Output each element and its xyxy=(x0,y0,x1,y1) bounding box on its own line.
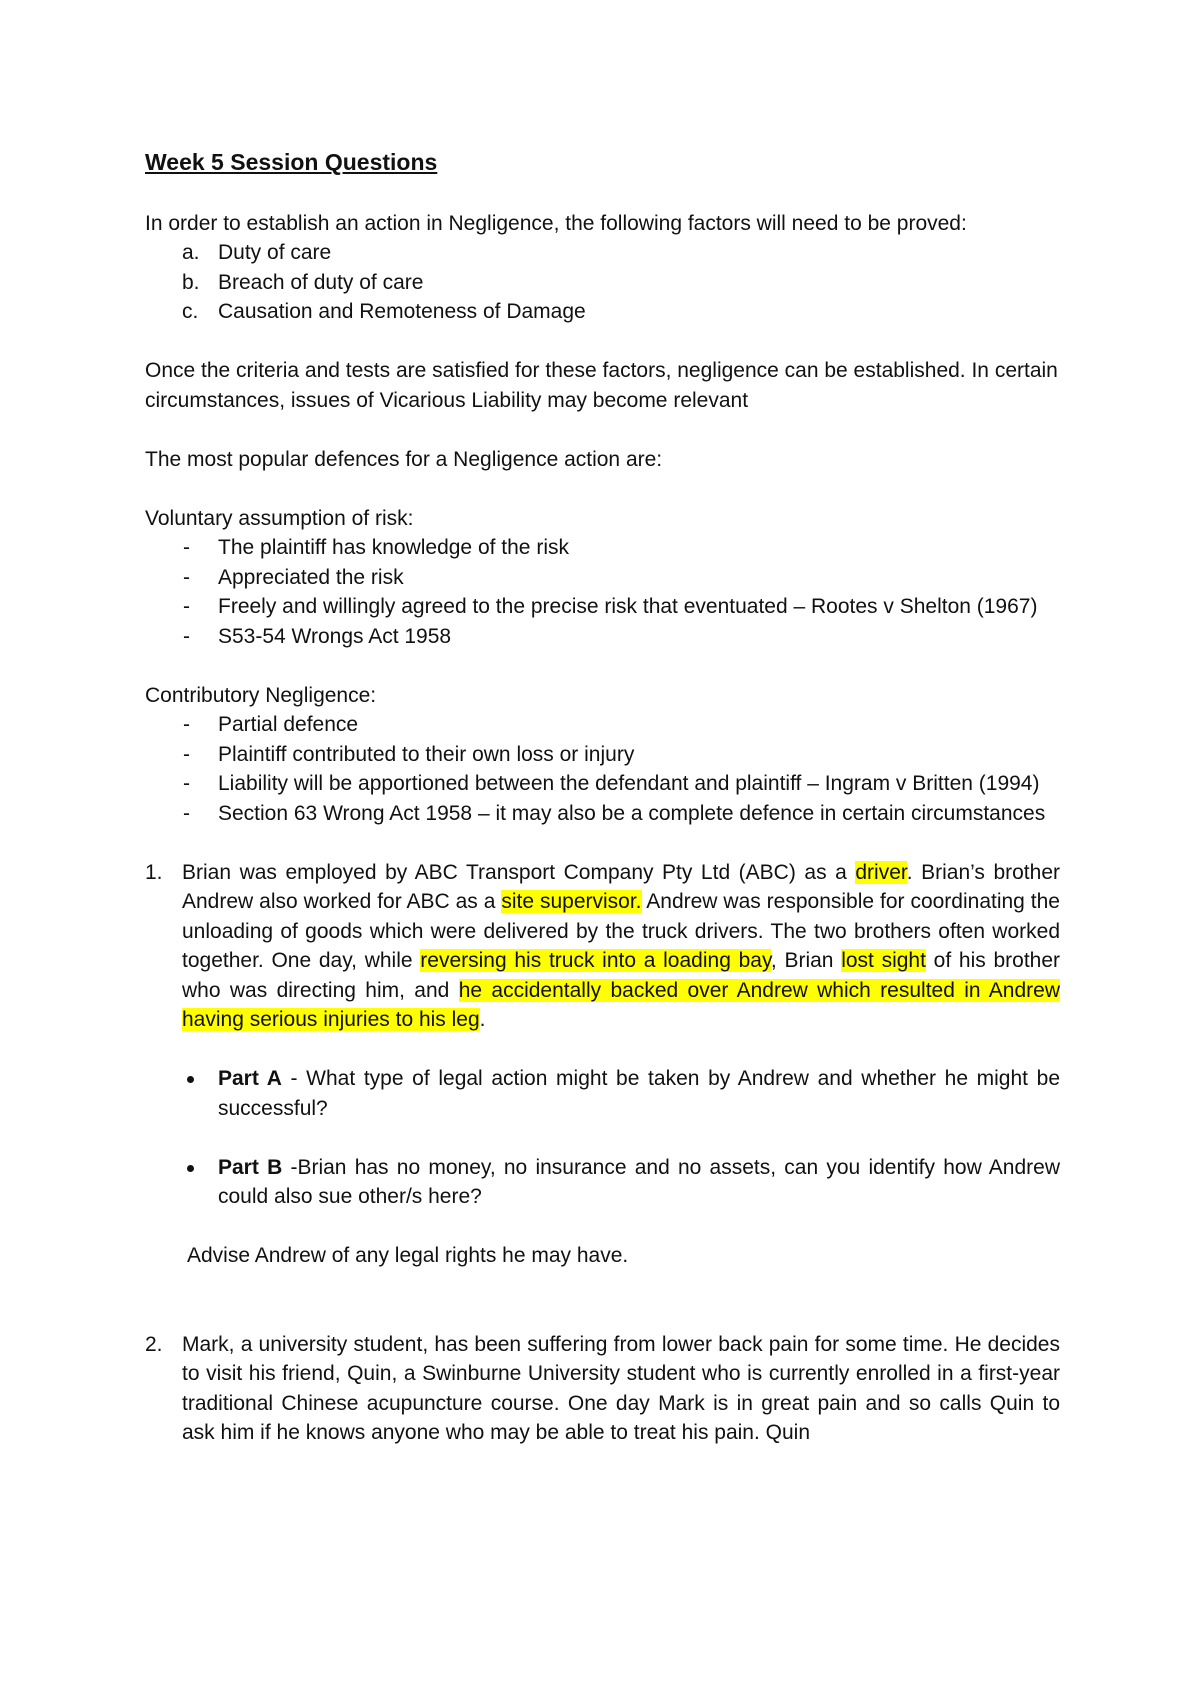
highlighted-text: site supervisor. xyxy=(501,890,642,913)
part-label: Part A xyxy=(218,1067,282,1090)
list-item xyxy=(145,238,1060,268)
list-item xyxy=(145,799,1060,829)
list-item-text: Causation and Remoteness of Damage xyxy=(218,300,586,323)
bullet-icon xyxy=(187,1165,194,1172)
list-item-text: Liability will be apportioned between the defendant and plaintiff – Ingram v Britten (1994) xyxy=(218,772,1040,795)
criteria-paragraph: Once the criteria and tests are satisfied for these factors, negligence can be established. In certain circumstances, issues of Vicarious Liability may become relevant xyxy=(145,359,1058,412)
question-text: , Brian xyxy=(770,949,842,972)
dash-marker: - xyxy=(183,624,190,648)
dash-marker: - xyxy=(183,595,190,618)
question-text: Andrew was responsible for coordinating the unloading of goods which were delivered by the truck drivers. The two brothers often worked together. One day, while xyxy=(182,890,1060,972)
list-item xyxy=(145,1064,1060,1123)
list-item xyxy=(145,740,1060,770)
document-body xyxy=(145,148,1060,1448)
q1-parts-list xyxy=(145,1064,1060,1123)
q1-parts-list xyxy=(145,1153,1060,1212)
part-text: - What type of legal action might be taken by Andrew and whether he might be successful? xyxy=(218,1067,1060,1120)
contributory-list xyxy=(145,710,1060,828)
highlighted-text: lost sight xyxy=(841,949,926,972)
bullet-icon xyxy=(187,1076,194,1083)
list-item xyxy=(145,563,1060,593)
factors-list xyxy=(145,238,1060,327)
list-item-text: Plaintiff contributed to their own loss or injury xyxy=(218,742,635,766)
list-item-text: Appreciated the risk xyxy=(218,565,404,589)
contributory-heading: Contributory Negligence: xyxy=(145,683,377,707)
question-text: . xyxy=(479,1008,486,1031)
list-marker: a. xyxy=(182,241,200,264)
question-2 xyxy=(145,1330,1060,1448)
dash-marker: - xyxy=(183,772,190,795)
question-number: 2. xyxy=(145,1332,163,1356)
list-item xyxy=(145,297,1060,327)
list-item-text: Partial defence xyxy=(218,713,359,736)
dash-marker: - xyxy=(183,565,190,589)
defences-intro: The most popular defences for a Negligence action are: xyxy=(145,447,663,471)
page-title: Week 5 Session Questions xyxy=(145,149,438,175)
list-item-text: The plaintiff has knowledge of the risk xyxy=(218,536,569,559)
highlighted-text: he accidentally backed over Andrew which resulted in Andrew having serious injuries to his leg xyxy=(182,978,1060,1031)
dash-marker: - xyxy=(183,801,190,825)
dash-marker: - xyxy=(183,536,190,559)
intro-paragraph: In order to establish an action in Negligence, the following factors will need to be proved: xyxy=(145,211,967,235)
list-item xyxy=(145,592,1060,622)
list-item-text: S53-54 Wrongs Act 1958 xyxy=(218,624,452,648)
list-marker: b. xyxy=(182,270,200,294)
list-item-text: Duty of care xyxy=(218,241,332,264)
part-label: Part B xyxy=(218,1155,283,1179)
list-item xyxy=(145,268,1060,298)
question-1 xyxy=(145,858,1060,1035)
question-text: . Brian’s brother Andrew also worked for ABC as a xyxy=(182,860,1060,913)
list-item-text: Section 63 Wrong Act 1958 – it may also be a complete defence in certain circumstances xyxy=(218,801,1046,825)
list-item xyxy=(145,622,1060,652)
list-item xyxy=(145,769,1060,799)
voluntary-list xyxy=(145,533,1060,651)
list-item-text: Freely and willingly agreed to the precise risk that eventuated – Rootes v Shelton (1967) xyxy=(218,595,1038,618)
question-text: Brian was employed by ABC Transport Company Pty Ltd (ABC) as a xyxy=(182,860,856,884)
highlighted-text: driver xyxy=(855,860,907,884)
list-item xyxy=(145,710,1060,740)
list-item xyxy=(145,533,1060,563)
list-marker: c. xyxy=(182,300,199,323)
dash-marker: - xyxy=(183,742,190,766)
question-number: 1. xyxy=(145,860,163,884)
dash-marker: - xyxy=(183,713,190,736)
voluntary-heading: Voluntary assumption of risk: xyxy=(145,506,414,530)
advise-line: Advise Andrew of any legal rights he may have. xyxy=(187,1244,629,1267)
question-text: Mark, a university student, has been suffering from lower back pain for some time. He decides to visit his friend, Quin, a Swinburne University student who is currently enrolled in a first-year traditional Chinese acupuncture course. One day Mark is in great pain and so calls Quin to ask him if he knows anyone who may be able to treat his pain. Quin xyxy=(182,1332,1060,1444)
list-item xyxy=(145,1153,1060,1212)
question-text: of his brother who was directing him, and xyxy=(182,949,1061,1002)
list-item-text: Breach of duty of care xyxy=(218,270,424,294)
highlighted-text: reversing his truck into a loading bay xyxy=(420,949,771,972)
part-text: -Brian has no money, no insurance and no assets, can you identify how Andrew could also sue other/s here? xyxy=(218,1155,1060,1208)
